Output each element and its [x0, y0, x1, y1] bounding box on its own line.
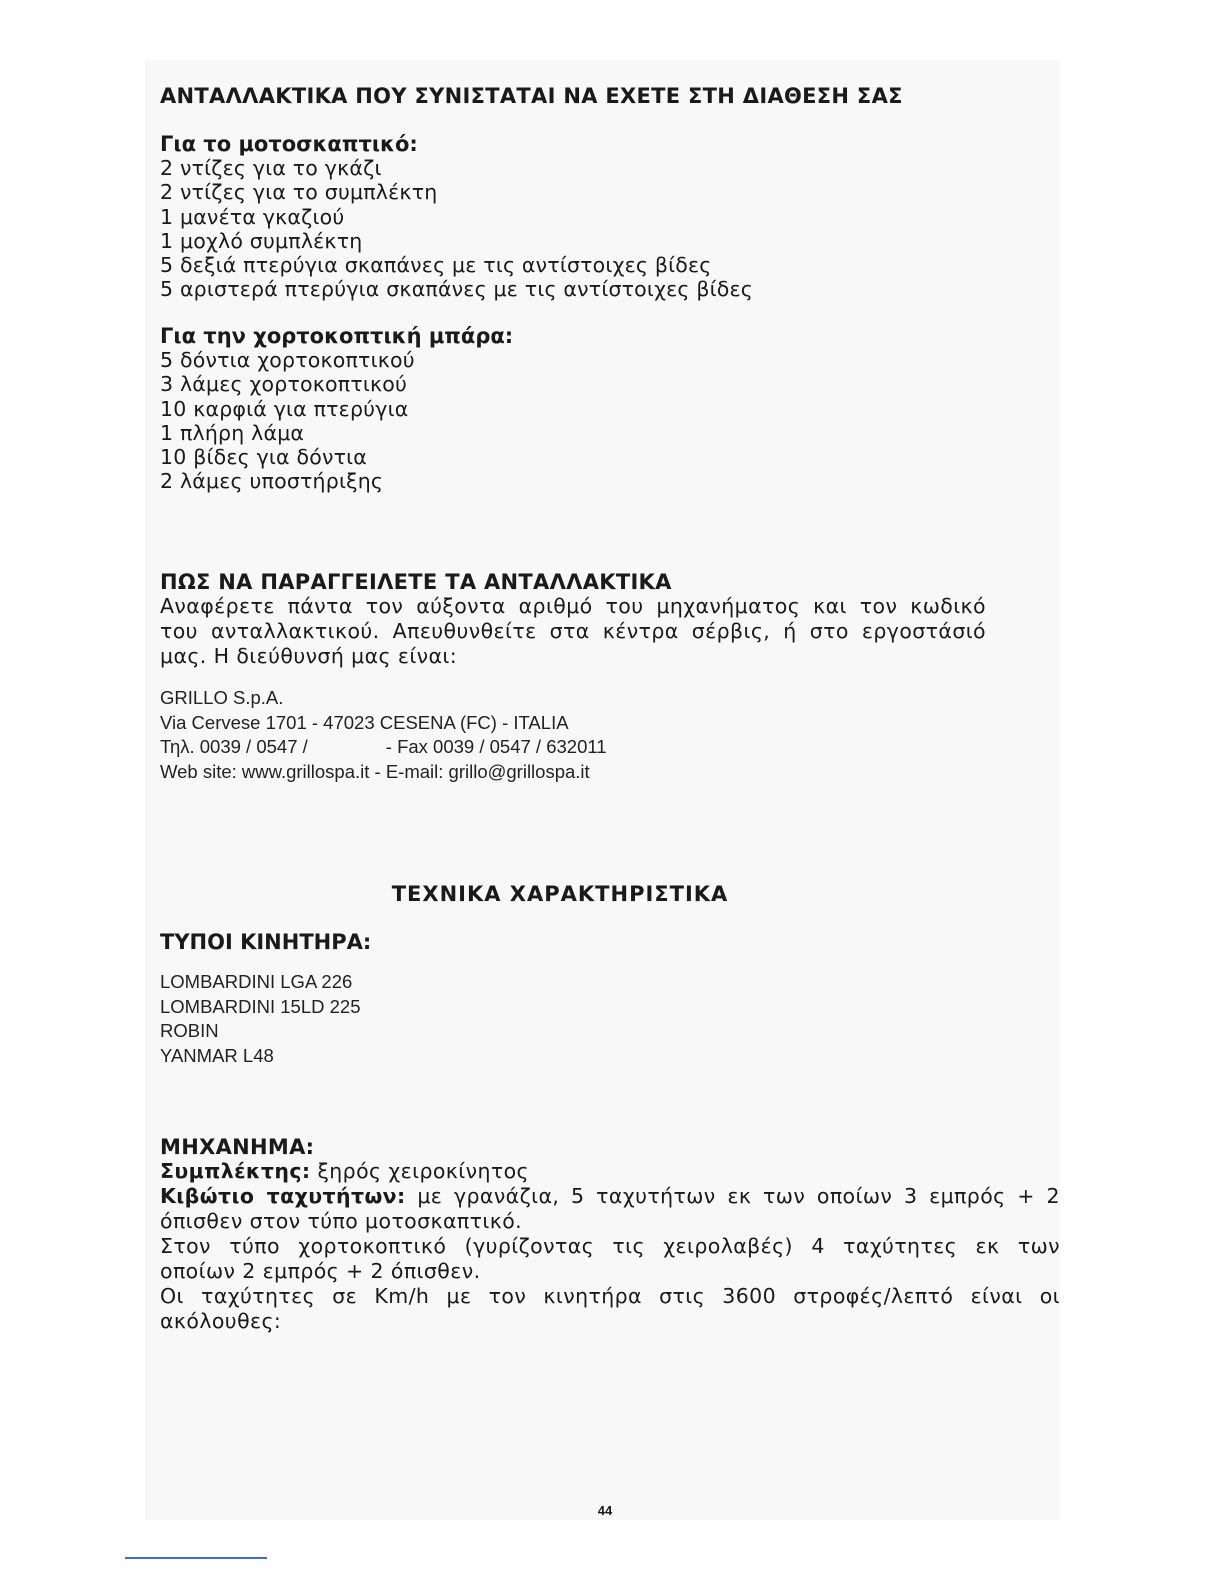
list-item: 1 πλήρη λάμα: [160, 420, 305, 445]
ordering-section: [160, 570, 986, 669]
paragraph-line: ακόλουθες:: [160, 1309, 282, 1333]
list-item: 2 λάμες υποστήριξης: [160, 469, 384, 494]
tiller-spares: [160, 132, 753, 302]
engines-heading: ΤΥΠΟΙ ΚΙΝΗΤΗΡΑ:: [160, 930, 372, 954]
fax-number: - Fax 0039 / 0547 / 632011: [385, 736, 607, 757]
list-item: LOMBARDINI LGA 226: [160, 971, 353, 992]
machine-heading: ΜΗΧΑΝΗΜΑ:: [160, 1135, 315, 1159]
ordering-title: ΠΩΣ ΝΑ ΠΑΡΑΓΓΕΙΛΕΤΕ ΤΑ ΑΝΤΑΛΛΑΚΤΙΚΑ: [160, 570, 672, 594]
list-item: 1 μανέτα γκαζιού: [160, 204, 345, 229]
spares-title: ΑΝΤΑΛΛΑΚΤΙΚΑ ΠΟΥ ΣΥΝΙΣΤΑΤΑΙ ΝΑ ΕΧΕΤΕ ΣΤΗ ΔΙΑΘΕΣΗ ΣΑΣ: [160, 84, 903, 108]
list-item: 10 καρφιά για πτερύγια: [160, 396, 409, 421]
mower-heading: Για την χορτοκοπτική μπάρα:: [160, 324, 514, 348]
gearbox-text: με γρανάζια, 5 ταχυτήτων εκ των οποίων 3 εμπρός + 2: [417, 1184, 1061, 1208]
company-phone-fax: [160, 735, 607, 760]
paragraph-line: μας. Η διεύθυνσή μας είναι:: [160, 644, 458, 668]
list-item: 2 ντίζες για το γκάζι: [160, 156, 382, 180]
list-item: 1 μοχλό συμπλέκτη: [160, 228, 363, 253]
machine-section: [160, 1135, 1060, 1334]
specs-title: ΤΕΧΝΙΚΑ ΧΑΡΑΚΤΗΡΙΣΤΙΚΑ: [391, 882, 729, 906]
tiller-heading: Για το μοτοσκαπτικό:: [160, 132, 418, 156]
list-item: 2 ντίζες για το συμπλέκτη: [160, 180, 438, 205]
paragraph-line: οποίων 2 εμπρός + 2 όπισθεν.: [160, 1259, 481, 1283]
list-item: LOMBARDINI 15LD 225: [160, 995, 361, 1017]
paragraph-line: Οι ταχύτητες σε Km/h με τον κινητήρα στις 3600 στροφές/λεπτό είναι οι: [160, 1284, 1060, 1308]
paragraph-line: όπισθεν στον τύπο μοτοσκαπτικό.: [160, 1209, 523, 1233]
list-item: 3 λάμες χορτοκοπτικού: [160, 372, 408, 397]
company-web-email: Web site: www.grillospa.it - E-mail: grillo@grillospa.it: [160, 760, 590, 782]
list-item: YANMAR L48: [160, 1044, 274, 1066]
engine-list: [160, 970, 361, 1068]
list-item: 10 βίδες για δόντια: [160, 445, 368, 470]
clutch-label: Συμπλέκτης:: [160, 1159, 311, 1183]
paragraph-line: Αναφέρετε πάντα τον αύξοντα αριθμό του μηχανήματος και τον κωδικό: [160, 594, 986, 618]
engine-types: [160, 930, 371, 954]
paragraph-line: του ανταλλακτικού. Απευθυνθείτε στα κέντρα σέρβις, ή στο εργοστάσιό: [160, 619, 986, 643]
phone-number: Τηλ. 0039 / 0547 /: [160, 736, 308, 757]
footer-rule: [125, 1557, 267, 1559]
list-item: [160, 1019, 361, 1044]
paragraph-line: Στον τύπο χορτοκοπτικό (γυρίζοντας τις χειρολαβές) 4 ταχύτητες εκ των: [160, 1234, 1060, 1258]
company-name: GRILLO S.p.A.: [160, 687, 284, 708]
company-address: [160, 686, 607, 784]
list-item: 5 αριστερά πτερύγια σκαπάνες με τις αντίστοιχες βίδες: [160, 277, 754, 302]
gearbox-label: Κιβώτιο ταχυτήτων:: [160, 1184, 406, 1208]
engine-name: ROBIN: [160, 1020, 219, 1041]
clutch-line: [160, 1159, 1060, 1184]
specs-title-wrap: [0, 882, 1120, 906]
list-item: 5 δεξιά πτερύγια σκαπάνες με τις αντίστοιχες βίδες: [160, 253, 712, 278]
ordering-paragraph: [160, 594, 986, 669]
mower-spares: [160, 324, 513, 494]
gearbox-line: [160, 1184, 1060, 1209]
page-number: 44: [597, 1503, 613, 1518]
list-item: 5 δόντια χορτοκοπτικού: [160, 348, 415, 372]
clutch-text: ξηρός χειροκίνητος: [317, 1159, 529, 1183]
spares-section: [160, 84, 903, 108]
company-street: Via Cervese 1701 - 47023 CESENA (FC) - ITALIA: [160, 711, 569, 733]
